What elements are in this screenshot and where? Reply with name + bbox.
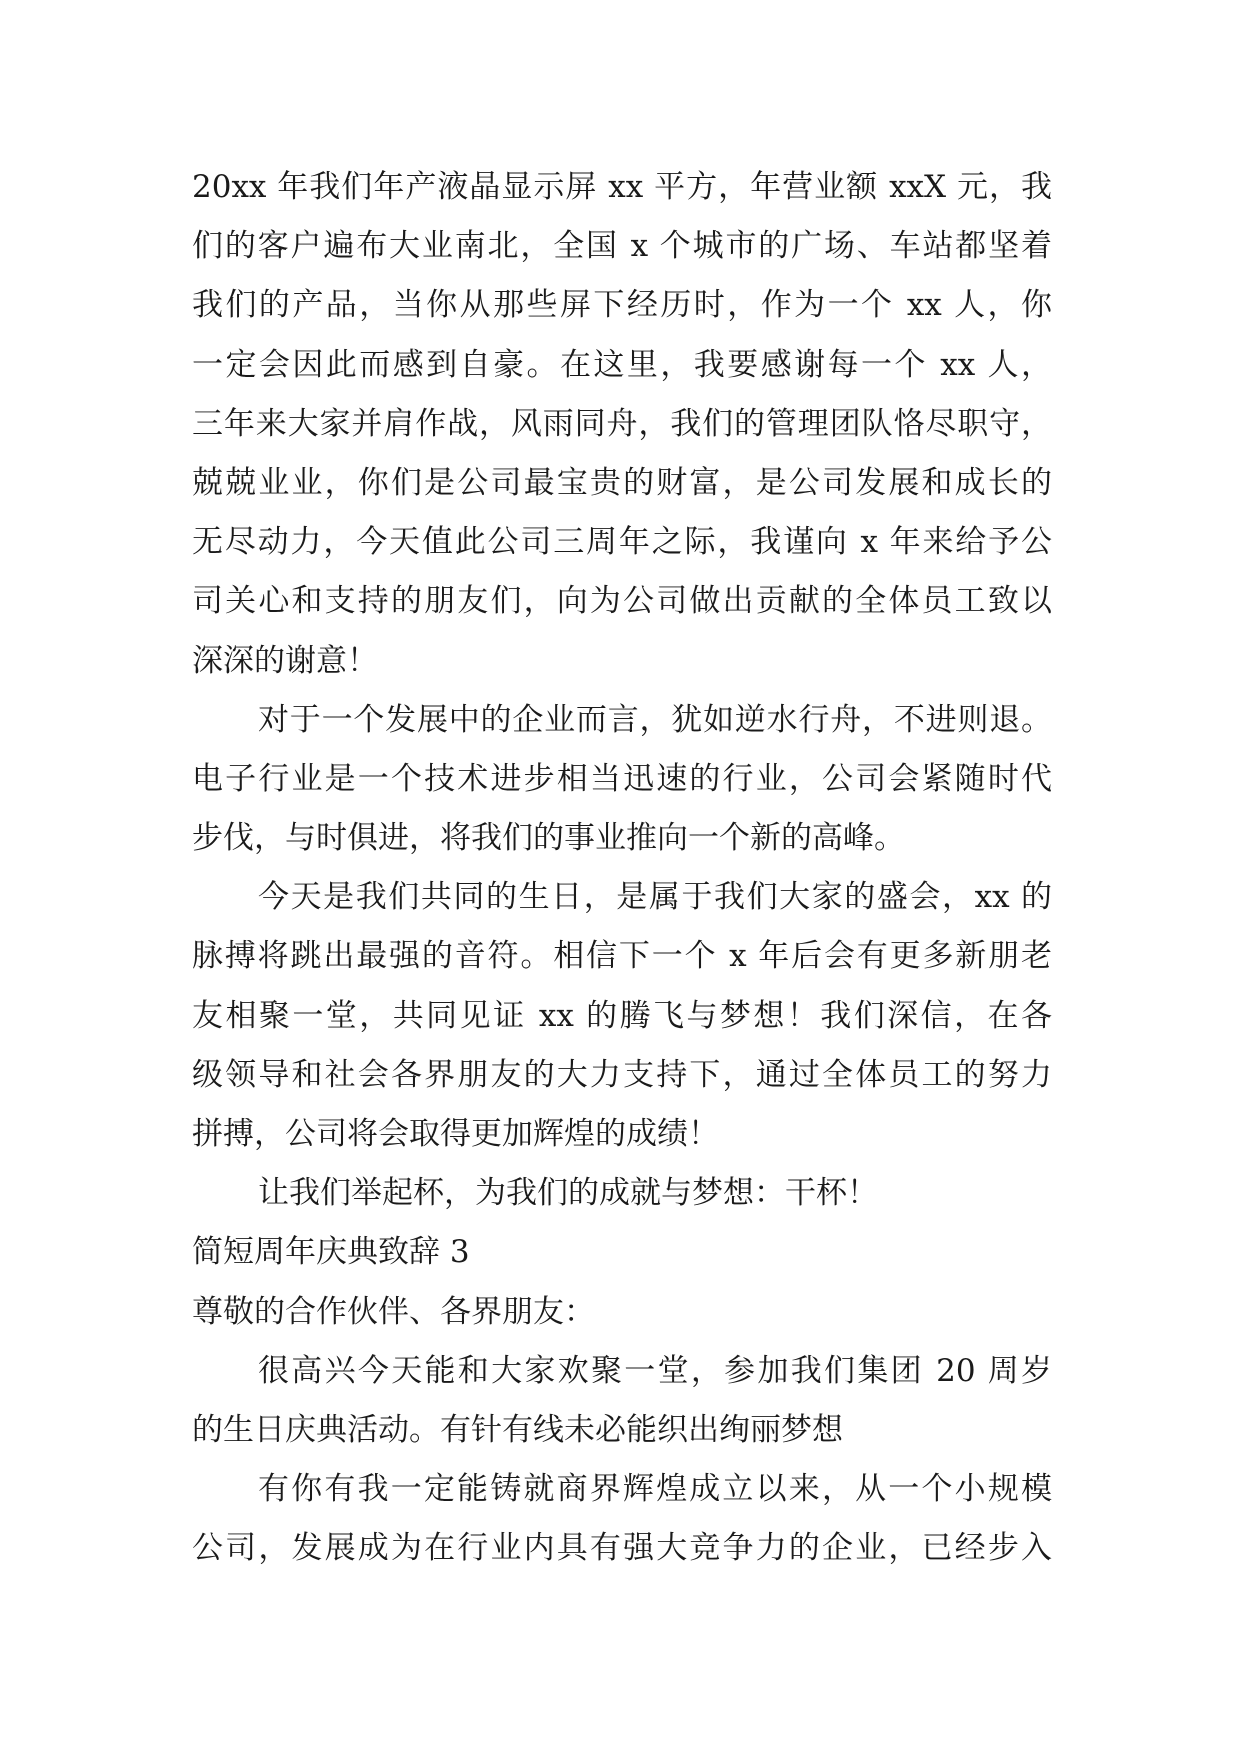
text-line: 无尽动力，今天值此公司三周年之际，我谨向 x 年来给予公 [192,524,1052,561]
salutation: 尊敬的合作伙伴、各界朋友： [192,1293,595,1330]
document-body [192,158,1052,1579]
text-line: 三年来大家并肩作战，风雨同舟，我们的管理团队恪尽职守， [192,405,1052,442]
text-line: 司关心和支持的朋友们，向为公司做出贡献的全体员工致以 [192,583,1052,620]
paragraph-first-line: 对于一个发展中的企业而言，犹如逆水行舟，不进则退。 [258,701,1052,738]
text-line: 兢兢业业，你们是公司最宝贵的财富，是公司发展和成长的 [192,464,1052,501]
text-line: 深深的谢意！ [192,642,378,679]
text-line: 友相聚一堂，共同见证 xx 的腾飞与梦想！我们深信，在各 [192,997,1052,1034]
paragraph-first-line: 有你有我一定能铸就商界辉煌成立以来，从一个小规模 [258,1471,1052,1508]
paragraph-first-line: 很高兴今天能和大家欢聚一堂，参加我们集团 20 周岁 [258,1352,1052,1389]
text-line: 步伐，与时俱进，将我们的事业推向一个新的高峰。 [192,820,905,857]
text-line: 一定会因此而感到自豪。在这里，我要感谢每一个 xx 人， [192,346,1052,383]
text-line: 公司，发展成为在行业内具有强大竞争力的企业，已经步入 [192,1530,1052,1567]
text-line: 的生日庆典活动。有针有线未必能织出绚丽梦想 [192,1411,843,1448]
text-line: 电子行业是一个技术进步相当迅速的行业，公司会紧随时代 [192,760,1052,797]
text-line: 拼搏，公司将会取得更加辉煌的成绩！ [192,1116,719,1152]
text-line: 20xx 年我们年产液晶显示屏 xx 平方，年营业额 xxX 元，我 [192,169,1052,205]
text-line: 脉搏将跳出最强的音符。相信下一个 x 年后会有更多新朋老 [192,938,1052,975]
text-line: 我们的产品，当你从那些屏下经历时，作为一个 xx 人，你 [192,287,1052,324]
section-heading: 简短周年庆典致辞 3 [192,1234,470,1271]
text-line: 们的客户遍布大业南北，全国 x 个城市的广场、车站都坚着 [192,228,1052,265]
text-line: 级领导和社会各界朋友的大力支持下，通过全体员工的努力 [192,1056,1052,1093]
paragraph-first-line: 让我们举起杯，为我们的成就与梦想：干杯！ [258,1175,878,1212]
paragraph-first-line: 今天是我们共同的生日，是属于我们大家的盛会，xx 的 [258,879,1052,916]
